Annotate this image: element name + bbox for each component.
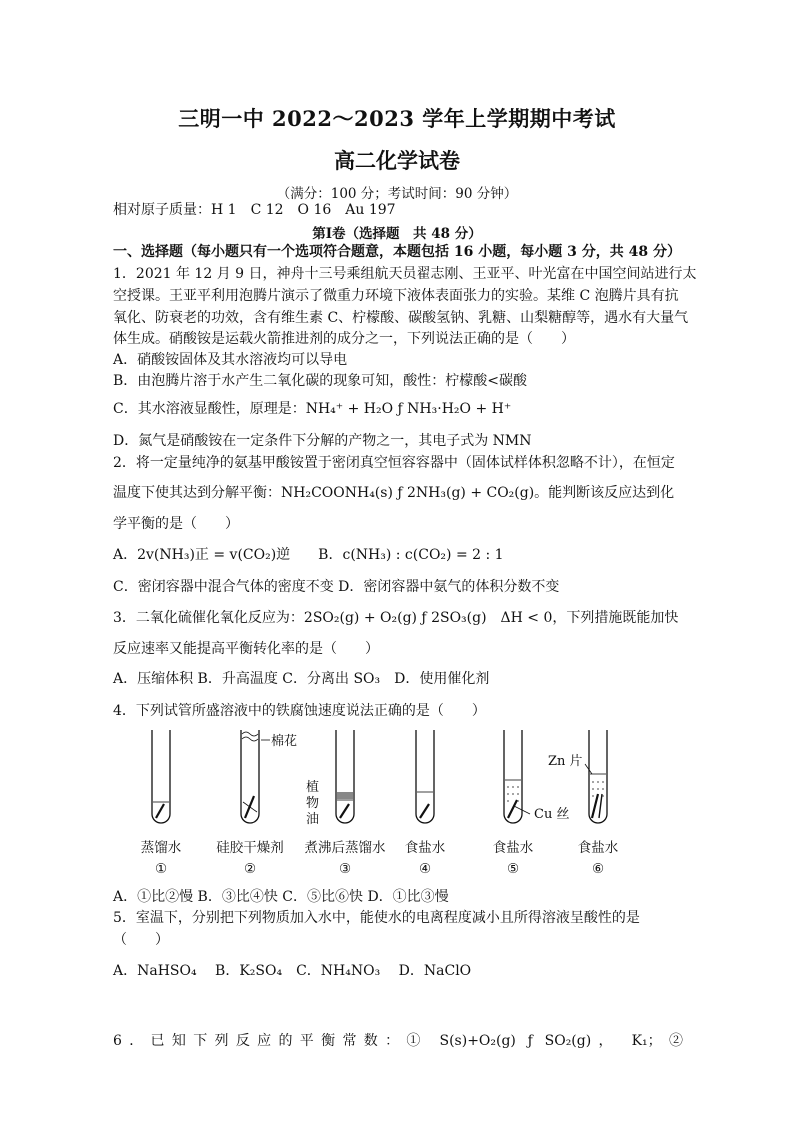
q2-stem-line-3: 学平衡的是（ ） (113, 516, 239, 532)
q1-option-b: B．由泡腾片溶于水产生二氧化碳的现象可知，酸性：柠檬酸<碳酸 (113, 373, 528, 389)
q3-options: A．压缩体积 B．升高温度 C．分离出 SO₃ D．使用催化剂 (113, 671, 490, 687)
q6-stem: 6．已知下列反应的平衡常数：① S(s)+O₂(g) ƒ SO₂(g)， K₁；② (113, 1033, 683, 1049)
q1-option-a: A．硝酸铵固体及其水溶液均可以导电 (113, 352, 348, 368)
q1-stem-line-2: 空授课。王亚平利用泡腾片演示了微重力环境下液体表面张力的实验。某维 C 泡腾片具有抗 (113, 288, 679, 304)
q5-paren: （ ） (113, 932, 169, 948)
q4-stem: 4．下列试管所盛溶液中的铁腐蚀速度说法正确的是（ ） (113, 703, 486, 719)
q1-option-d: D．氮气是硝酸铵在一定条件下分解的产物之一，其电子式为 NMN (113, 433, 532, 449)
q2-options-cd: C．密闭容器中混合气体的密度不变 D．密闭容器中氨气的体积分数不变 (113, 579, 560, 595)
test-tube-1 (152, 730, 170, 823)
cotton-annotation: 棉花 (271, 734, 298, 749)
atomic-mass-line: 相对原子质量：H 1 C 12 O 16 Au 197 (113, 202, 396, 218)
q4-options: A．①比②慢 B．③比④快 C．⑤比⑥快 D．①比③慢 (113, 889, 449, 905)
oil-annotation-1: 植 (306, 780, 320, 795)
tube-6-number: ⑥ (591, 861, 605, 877)
exam-meta: （满分：100 分；考试时间：90 分钟） (276, 186, 518, 202)
section-heading: 一、选择题（每小题只有一个选项符合题意，本题包括 16 小题，每小题 3 分，共 48 分） (113, 244, 681, 260)
tube-3-number: ③ (338, 861, 352, 877)
zn-annotation: Zn 片 (548, 754, 583, 769)
q2-options-ab: A．2v(NH₃)正 = v(CO₂)逆 B．c(NH₃) : c(CO₂) = 2 : 1 (113, 547, 504, 563)
q5-options: A．NaHSO₄ B．K₂SO₄ C．NH₄NO₃ D．NaClO (113, 963, 472, 979)
tube-1-number: ① (154, 861, 168, 877)
q3-stem-line-2: 反应速率又能提高平衡转化率的是（ ） (113, 641, 379, 657)
tube-4-number: ④ (418, 861, 432, 877)
tube-5-label: 食盐水 (492, 840, 534, 856)
q5-stem: 5．室温下，分别把下列物质加入水中，能使水的电离程度减小且所得溶液呈酸性的是 (113, 910, 640, 926)
exam-subtitle: 高二化学试卷 (334, 148, 460, 173)
q1-stem-line-3: 氧化、防衰老的功效，含有维生素 C、柠檬酸、碳酸氢钠、乳糖、山梨糖醇等，遇水有大量气 (113, 310, 689, 326)
tube-2-label: 硅胶干燥剂 (216, 840, 284, 856)
q2-stem-line-2: 温度下使其达到分解平衡：NH₂COONH₄(s) ƒ 2NH₃(g) + CO₂(g)。能判断该反应达到化 (113, 485, 675, 501)
test-tube-2 (241, 730, 270, 823)
tube-6-label: 食盐水 (577, 840, 619, 856)
oil-annotation-2: 物 (306, 796, 320, 811)
test-tube-5 (504, 730, 530, 823)
q1-option-c: C．其水溶液显酸性，原理是：NH₄⁺ + H₂O ƒ NH₃·H₂O + H⁺ (113, 401, 512, 417)
oil-annotation-3: 油 (306, 812, 320, 827)
tube-5-number: ⑤ (506, 861, 520, 877)
q3-stem-line-1: 3．二氧化硫催化氧化反应为：2SO₂(g) + O₂(g) ƒ 2SO₃(g) ΔH < 0，下列措施既能加快 (113, 610, 679, 626)
test-tube-3 (336, 730, 354, 823)
volume-heading: 第Ⅰ卷（选择题 共 48 分） (312, 226, 482, 242)
test-tube-figure (130, 722, 630, 880)
tube-2-number: ② (243, 861, 257, 877)
test-tube-4 (416, 730, 434, 823)
tube-4-label: 食盐水 (404, 840, 446, 856)
q2-stem-line-1: 2．将一定量纯净的氨基甲酸铵置于密闭真空恒容容器中（固体试样体积忽略不计），在恒定 (113, 455, 675, 471)
test-tube-6 (585, 730, 607, 823)
tube-3-label: 煮沸后蒸馏水 (304, 840, 386, 856)
q1-stem-line-4: 体生成。硝酸铵是运载火箭推进剂的成分之一，下列说法正确的是（ ） (113, 331, 575, 347)
q1-stem-line-1: 1．2021 年 12 月 9 日，神舟十三号乘组航天员翟志刚、王亚平、叶光富在中国空间站进行太 (113, 266, 697, 282)
exam-title: 三明一中 2022～2023 学年上学期期中考试 (178, 106, 616, 131)
cu-annotation: Cu 丝 (534, 807, 570, 822)
tube-1-label: 蒸馏水 (140, 840, 182, 856)
